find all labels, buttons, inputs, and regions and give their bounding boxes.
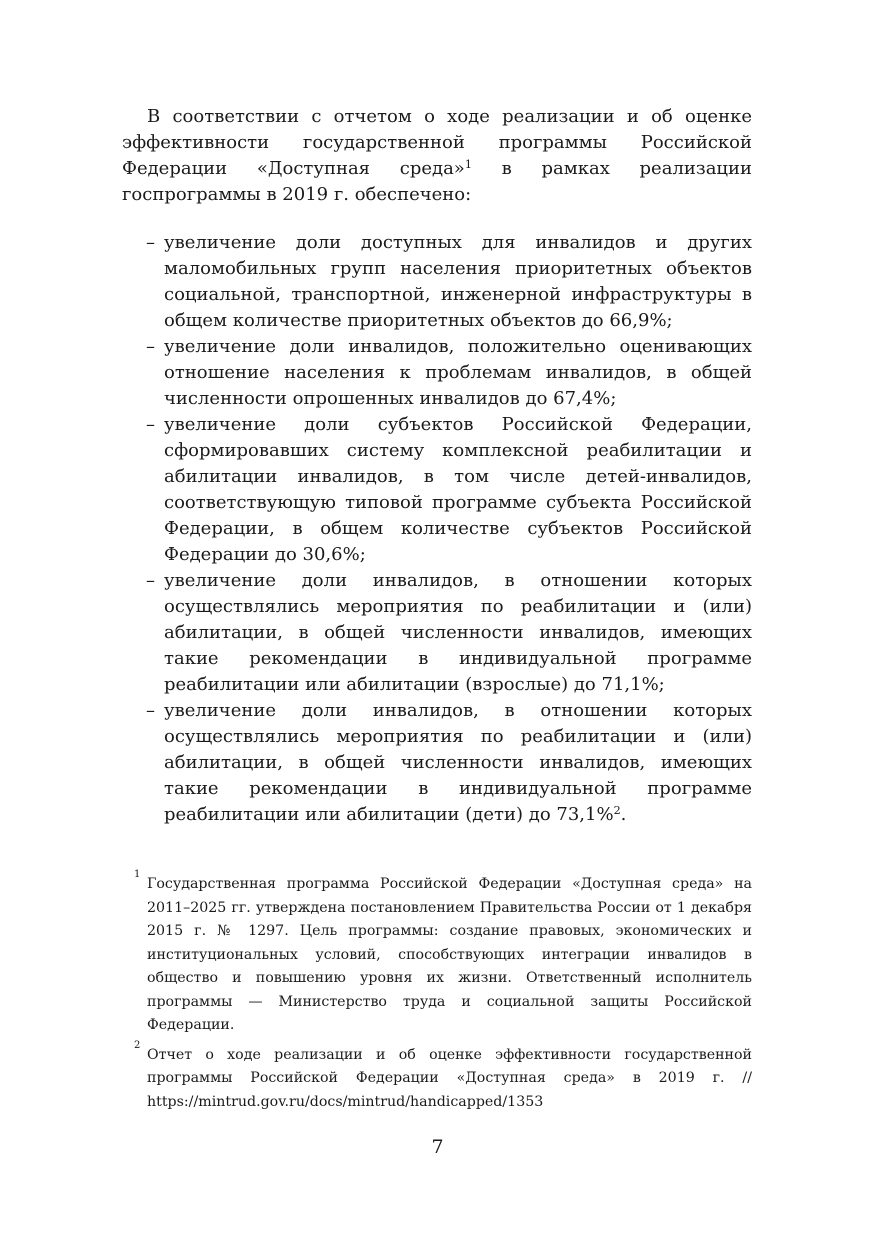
list-item <box>122 568 752 698</box>
footnote-mark: 2 <box>134 1039 141 1051</box>
results-list <box>122 230 752 828</box>
footnote-ref-2[interactable]: 2 <box>613 803 621 817</box>
intro-text-continued: в рамках реализации госпрограммы в 2019 г. обеспечено: <box>122 158 752 205</box>
page-body <box>122 104 752 828</box>
list-item <box>122 412 752 568</box>
footnote-text: Отчет о ходе реализации и об оценке эффективности государственной программы Российской Федерации «Доступная среда» в 2019 г. // https://mintrud.gov.ru/docs/mintrud/handicapped/1353 <box>147 1046 752 1110</box>
dash-marker: – <box>146 700 155 721</box>
intro-text: В соответствии с отчетом о ходе реализации и об оценке эффективности государственной программы Российской Федерации «Доступная среда» <box>122 106 752 179</box>
list-item-text: увеличение доли инвалидов, положительно оценивающих отношение населения к проблемам инвалидов, в общей численности опрошенных инвалидов до 67,4%; <box>164 336 752 409</box>
dash-marker: – <box>146 232 155 253</box>
dash-marker: – <box>146 570 155 591</box>
footnotes <box>122 869 752 1114</box>
list-item-text: увеличение доли доступных для инвалидов и других маломобильных групп населения приоритетных объектов социальной, транспортной, инженерной инфраструктуры в общем количестве приоритетных объектов до 66,9%; <box>164 232 752 331</box>
footnote-text: Государственная программа Российской Федерации «Доступная среда» на 2011–2025 гг. утверждена постановлением Правительства России от 1 декабря 2015 г. № 1297. Цель программы: создание правовых, экономических и институциональных условий, способствующих интеграции инвалидов в общество и повышению уровня их жизни. Ответственный исполнитель программы — Министерство труда и социальной защиты Российской Федерации. <box>147 876 752 1033</box>
list-item <box>122 698 752 828</box>
dash-marker: – <box>146 414 155 435</box>
footnote-1 <box>122 869 752 1038</box>
list-item-tail: . <box>620 804 627 825</box>
list-item <box>122 334 752 412</box>
list-item-text: увеличение доли субъектов Российской Федерации, сформировавших систему комплексной реабилитации и абилитации инвалидов, в том числе детей-инвалидов, соответствующую типовой программе субъекта Российской Федерации, в общем количестве субъектов Российской Федерации до 30,6%; <box>164 414 752 565</box>
footnote-ref-1[interactable]: 1 <box>464 157 472 171</box>
footnote-mark: 1 <box>134 869 141 880</box>
intro-paragraph <box>122 104 752 208</box>
page-number: 7 <box>431 1136 444 1158</box>
list-item-text: увеличение доли инвалидов, в отношении которых осуществлялись мероприятия по реабилитации и (или) абилитации, в общей численности инвалидов, имеющих такие рекомендации в индивидуальной программе реабилитации или абилитации (дети) до 73,1% <box>164 700 752 825</box>
list-item-text: увеличение доли инвалидов, в отношении которых осуществлялись мероприятия по реабилитации и (или) абилитации, в общей численности инвалидов, имеющих такие рекомендации в индивидуальной программе реабилитации или абилитации (взрослые) до 71,1%; <box>164 570 752 695</box>
footnote-2 <box>122 1039 752 1115</box>
list-item <box>122 230 752 334</box>
dash-marker: – <box>146 336 155 357</box>
